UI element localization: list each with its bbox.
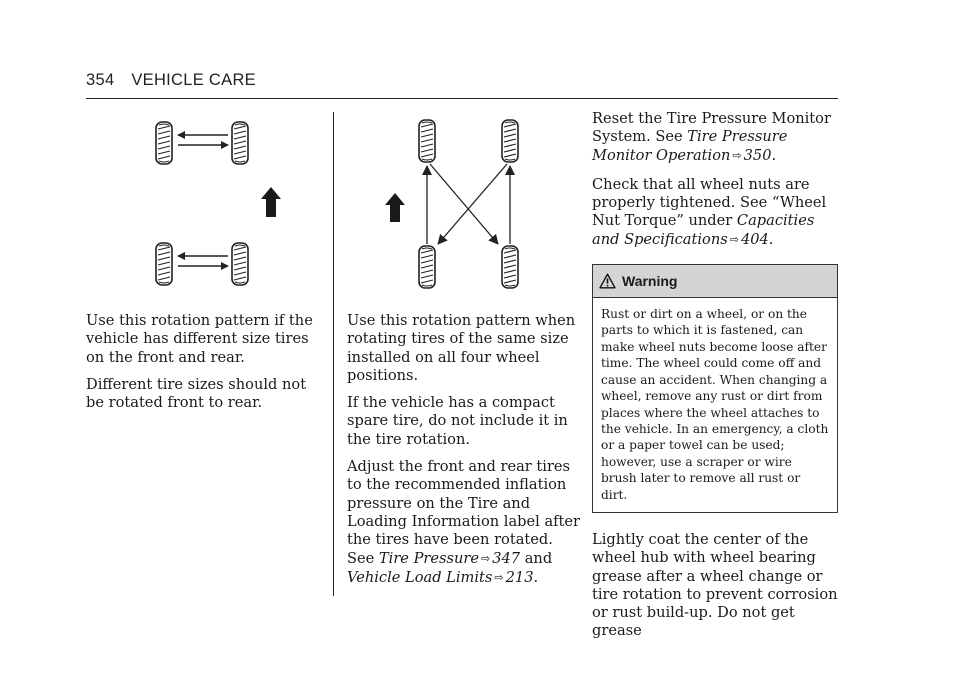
warning-triangle-icon — [599, 273, 616, 289]
warning-box — [592, 264, 838, 513]
forward-arrow-icon — [385, 193, 405, 222]
tire-icon — [232, 243, 248, 285]
page-ref-arrow-icon: ⇨ — [494, 570, 504, 584]
page-number: 354 — [86, 71, 115, 89]
tire-icon — [156, 122, 172, 164]
paragraph-text: Reset the Tire Pressure Monitor System. See — [592, 110, 831, 146]
page-header — [86, 71, 256, 90]
rotation-diagram-side-to-side — [150, 116, 290, 291]
page-ref[interactable]: 213 — [505, 568, 534, 586]
paragraph — [592, 110, 840, 166]
link-vehicle-load-limits[interactable]: Vehicle Load Limits — [347, 568, 493, 586]
period: . — [768, 230, 774, 248]
paragraph: Use this rotation pattern if the vehicle has different size tires on the front and rear. — [86, 312, 313, 366]
column-2 — [347, 312, 585, 597]
section-title: VEHICLE CARE — [131, 71, 256, 89]
warning-title: Warning — [622, 272, 678, 289]
and-text: and — [524, 549, 553, 567]
header-rule — [86, 98, 838, 99]
page-ref[interactable]: 404 — [740, 230, 769, 248]
tire-icon — [419, 120, 435, 162]
paragraph: Use this rotation pattern when rotating tires of the same size installed on all four wheel positions. — [347, 312, 576, 384]
forward-arrow-icon — [261, 187, 281, 217]
tire-icon — [232, 122, 248, 164]
paragraph: Lightly coat the center of the wheel hub with wheel bearing grease after a wheel change or tire rotation to prevent corrosion or rust build-up. Do not get grease — [592, 530, 838, 640]
column-3 — [592, 110, 840, 651]
paragraph — [592, 176, 840, 250]
link-capacities-specifications[interactable]: Capacities and Specifications — [592, 212, 815, 248]
tire-icon — [502, 120, 518, 162]
tire-icon — [419, 246, 435, 288]
column-divider — [333, 112, 334, 596]
page-ref-arrow-icon: ⇨ — [729, 232, 739, 246]
link-tpms-operation[interactable]: Tire Pressure Monitor Operation — [592, 128, 788, 164]
see-text: See — [347, 549, 375, 567]
paragraph-text: Adjust the front and rear tires to the recommended inflation pressure on the Tire and Loading Information label after the tires have been rotated. — [347, 458, 581, 549]
column-1 — [86, 312, 318, 421]
paragraph: Different tire sizes should not be rotated front to rear. — [86, 375, 307, 412]
tire-icon — [502, 246, 518, 288]
warning-header — [593, 265, 837, 298]
paragraph-text: Check that all wheel nuts are properly tightened. See “Wheel Nut Torque” under — [592, 175, 827, 230]
period: . — [771, 146, 777, 164]
tire-icon — [156, 243, 172, 285]
page-ref-arrow-icon: ⇨ — [481, 551, 491, 565]
link-tire-pressure[interactable]: Tire Pressure — [378, 549, 479, 567]
page-ref[interactable]: 347 — [492, 549, 521, 567]
paragraph: If the vehicle has a compact spare tire, do not include it in the tire rotation. — [347, 394, 568, 448]
page-ref-arrow-icon: ⇨ — [732, 148, 742, 162]
period: . — [533, 568, 539, 586]
paragraph — [347, 458, 585, 588]
rotation-diagram-cross — [380, 116, 525, 294]
page-ref[interactable]: 350 — [743, 146, 772, 164]
warning-body: Rust or dirt on a wheel, or on the parts to which it is fastened, can make wheel nuts become loose after time. The wheel could come off and cause an accident. When changing a wheel, remove any rust or dirt from places where the wheel attaches to the vehicle. In an emergency, a cloth or a paper towel can be used; however, use a scraper or wire brush later to remove all rust or dirt. — [601, 307, 829, 502]
